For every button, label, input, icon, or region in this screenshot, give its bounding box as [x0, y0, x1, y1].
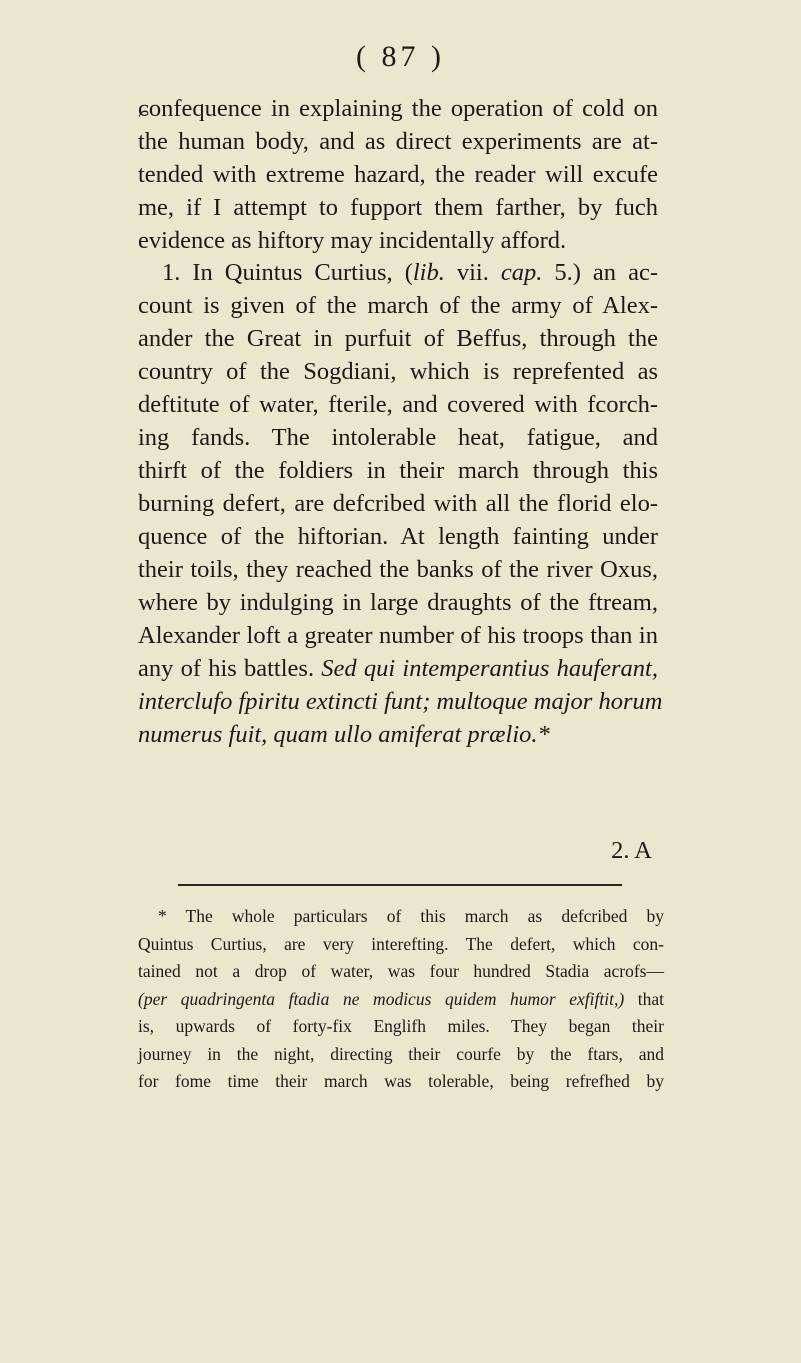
text-line: quence of the hiftorian. At length fainting under — [138, 523, 658, 550]
paragraph-1 — [138, 92, 658, 257]
text-line: count is given of the march of the army of Alex- — [138, 292, 658, 319]
footnote-line: journey in the night, directing their courfe by the ftars, and — [138, 1043, 664, 1064]
text-line: where by indulging in large draughts of the ftream, — [138, 589, 658, 616]
text-line: burning defert, are defcribed with all the florid elo- — [138, 490, 658, 517]
text-line — [138, 256, 658, 289]
citation-cap: cap. — [500, 259, 543, 286]
footnote-line: for fome time their march was tolerable, being refrefhed by — [138, 1071, 664, 1091]
footnote-line: is, upwards of forty-fix Englifh miles. They began their — [138, 1016, 664, 1036]
text-run: any of his battles. — [138, 655, 322, 682]
citation-lib: lib. — [412, 259, 445, 286]
text-run: 1. In Quintus Curtius, ( — [162, 259, 413, 286]
text-line: their toils, they reached the banks of the river Oxus, — [138, 556, 658, 583]
footnote-line: * The whole particulars of this march as defcribed by — [158, 906, 664, 926]
latin-quote: numerus fuit, quam ullo amiferat prælio.* — [138, 721, 550, 748]
text-line: ander the Great in purfuit of Beffus, through the — [138, 325, 658, 352]
text-run: that — [624, 988, 664, 1009]
page-number: ( 87 ) — [356, 40, 445, 73]
footnote — [138, 903, 664, 1096]
text-line: the human body, and as direct experiments are at- — [138, 128, 658, 155]
footnote-line — [138, 986, 664, 1014]
text-line: country of the Sogdiani, which is reprefented as — [138, 358, 658, 385]
latin-quote: (per quadringenta ftadia ne modicus quidem humor exfiftit,) — [138, 988, 625, 1009]
text-line: ɕonfequence in explaining the operation of cold on — [138, 95, 658, 122]
footnote-line: Quintus Curtius, are very interefting. The defert, which con- — [138, 933, 664, 954]
text-run: 5.) an ac- — [542, 259, 658, 286]
text-run: vii. — [444, 259, 501, 286]
footnote-line: tained not a drop of water, was four hundred Stadia acrofs— — [138, 961, 664, 981]
catchword: 2. A — [611, 837, 652, 864]
text-line: thirft of the foldiers in their march through this — [138, 457, 658, 484]
text-line — [138, 652, 658, 685]
text-line: ing fands. The intolerable heat, fatigue, and — [138, 424, 658, 451]
text-line — [138, 685, 663, 718]
text-line — [138, 718, 658, 751]
text-line: tended with extreme hazard, the reader will excufe — [138, 161, 658, 188]
text-line: Alexander loft a greater number of his troops than in — [138, 622, 658, 649]
text-line: me, if I attempt to fupport them farther, by fuch — [138, 194, 658, 221]
text-line: evidence as hiftory may incidentally afford. — [138, 227, 567, 254]
latin-quote: interclufo fpiritu extincti funt; multoque major horum — [138, 688, 663, 715]
text-line: deftitute of water, fterile, and covered with fcorch- — [138, 391, 658, 418]
paragraph-2 — [138, 256, 663, 751]
footnote-rule — [178, 884, 622, 886]
latin-quote: Sed qui intemperantius hauferant, — [321, 655, 658, 682]
